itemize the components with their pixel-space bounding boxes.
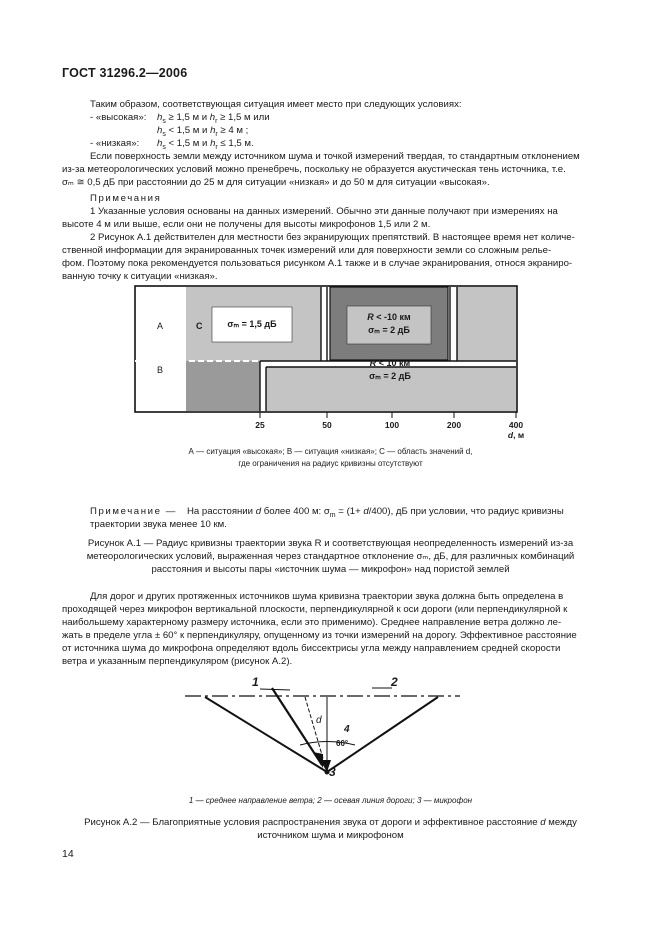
figure-a2-label-4: 4 — [344, 724, 350, 735]
note-line: ственной информации для экранированных точек измерений или для поверхности земли со сложным релье- — [62, 245, 552, 256]
figure-a1-legend-2: где ограничения на радиус кривизны отсутствуют — [238, 459, 423, 468]
box3-line2: σₘ = 2 дБ — [369, 371, 411, 381]
page-number: 14 — [62, 848, 74, 860]
figure-a2-label-3: 3 — [329, 765, 336, 779]
paragraph-line: ветра и указанным перпендикуляром (рисунок А.2). — [62, 656, 293, 667]
document-header: ГОСТ 31296.2—2006 — [62, 66, 188, 80]
region-label-c: C — [196, 321, 203, 331]
tick-label: 400 — [508, 420, 524, 430]
figure-a2-label-2: 2 — [391, 675, 398, 689]
note-line: 2 Рисунок А.1 действителен для местности без экранирующих препятствий. В настоящее время нет количе- — [90, 232, 575, 243]
box2-line2: σₘ = 2 дБ — [368, 325, 410, 335]
x-axis-label: d, м — [507, 430, 525, 440]
tick-label: 50 — [322, 420, 332, 430]
note-line: высоте 4 м или выше, если они не получены для высоты микрофонов 1,5 или 2 м. — [62, 219, 431, 230]
paragraph-line: от источника шума до микрофона определяют вдоль биссектрисы угла между направлением средней скорости — [62, 643, 561, 654]
figure-a2-caption-2: источником шума и микрофоном — [257, 830, 404, 841]
figure-a2-legend: 1 — среднее направление ветра; 2 — осевая линия дороги; 3 — микрофон — [188, 796, 473, 805]
figure-a2-label-d: d — [316, 715, 322, 726]
figure-a1-caption-2: метеорологических условий, выраженная через стандартное отклонение σₘ, дБ, для различных комбинаций — [86, 551, 575, 562]
paragraph-line: жать в пределе угла ± 60° к перпендикуляру, опущенному из точки измерений на дорогу. Эффективное расстояние — [62, 630, 577, 641]
condition-low-1: $h_s < 1,5$ м и $h_r \le 1,5$ м. — [157, 138, 254, 151]
box3-line1: R < 10 км — [369, 358, 411, 368]
paragraph-line: Для дорог и других протяженных источников шума кривизна траектории звука должна быть определена в — [90, 591, 564, 602]
paragraph-line: σₘ ≅ 0,5 дБ при расстоянии до 25 м для ситуации «низкая» и до 50 м для ситуации «высокая». — [62, 177, 490, 188]
note-line: ванную точку к ситуации «низкая». — [62, 271, 218, 282]
sector-left-edge — [205, 697, 327, 772]
figure-a2-angle: 60° — [336, 739, 349, 748]
figure-a1-caption-3: расстояния и высоты пары «источник шума — микрофон» над пористой землей — [151, 564, 510, 575]
region-label-a: A — [157, 321, 164, 331]
figure-a1-note-prefix: Примечание — — [90, 506, 177, 517]
figure-a2-label-1: 1 — [252, 675, 259, 689]
figure-a1-caption-1: Рисунок А.1 — Радиус кривизны траектории звука R и соответствующая неопределенность измерений из-за — [87, 538, 574, 549]
figure-a2-caption-1: Рисунок А.2 — Благоприятные условия распространения звука от дороги и эффективное расстояние d между — [84, 817, 577, 828]
notes-title: Примечания — [90, 193, 162, 204]
figure-a1-note-line2: траектории звука менее 10 км. — [90, 519, 227, 530]
paragraph-line: проходящей через микрофон вертикальной плоскости, перпендикулярной к оси дороги (или перпендикулярной к — [62, 604, 568, 615]
condition-high-1: $h_s \ge 1,5$ м и $h_r \ge 1,5$ м или — [157, 112, 270, 125]
tick-label: 200 — [446, 420, 462, 430]
condition-low-label: - «низкая»: — [90, 138, 140, 149]
paragraph-line: наибольшему характерному размеру источника, если это применимо). Среднее направление ветра должно ле- — [62, 617, 562, 628]
figure-a1-legend-1: А — ситуация «высокая»; В — ситуация «низкая»; С — область значений d, — [188, 447, 473, 456]
condition-high-label: - «высокая»: — [90, 112, 147, 123]
box1-label: σₘ = 1,5 дБ — [227, 319, 277, 329]
box2-line1: R < -10 км — [367, 312, 411, 322]
paragraph-line: из-за метеорологических условий можно пренебречь, поскольку не образуется акустическая тень источника, т.е. — [62, 164, 566, 175]
paragraph-line: Если поверхность земли между источником шума и точкой измерений твердая, то стандартным отклонением — [90, 151, 580, 162]
note-line: 1 Указанные условия основаны на данных измерений. Обычно эти данные получают при измерениях на — [90, 206, 558, 217]
region-label-b: B — [157, 365, 164, 375]
tick-label: 25 — [255, 420, 265, 430]
intro-line: Таким образом, соответствующая ситуация имеет место при следующих условиях: — [90, 99, 462, 110]
condition-high-2: $h_s < 1,5$ м и $h_r \ge 4$ м ; — [157, 125, 249, 138]
figure-a1-note-line1: На расстоянии d более 400 м: $\sigma_m = (1+ d/400)$, дБ при условии, что радиус кривизны — [187, 506, 564, 519]
tick-label: 100 — [384, 420, 400, 430]
note-line: фом. Поэтому пока рекомендуется пользоваться рисунком А.1 также и в случае экранирования, относя экраниро- — [62, 258, 573, 269]
